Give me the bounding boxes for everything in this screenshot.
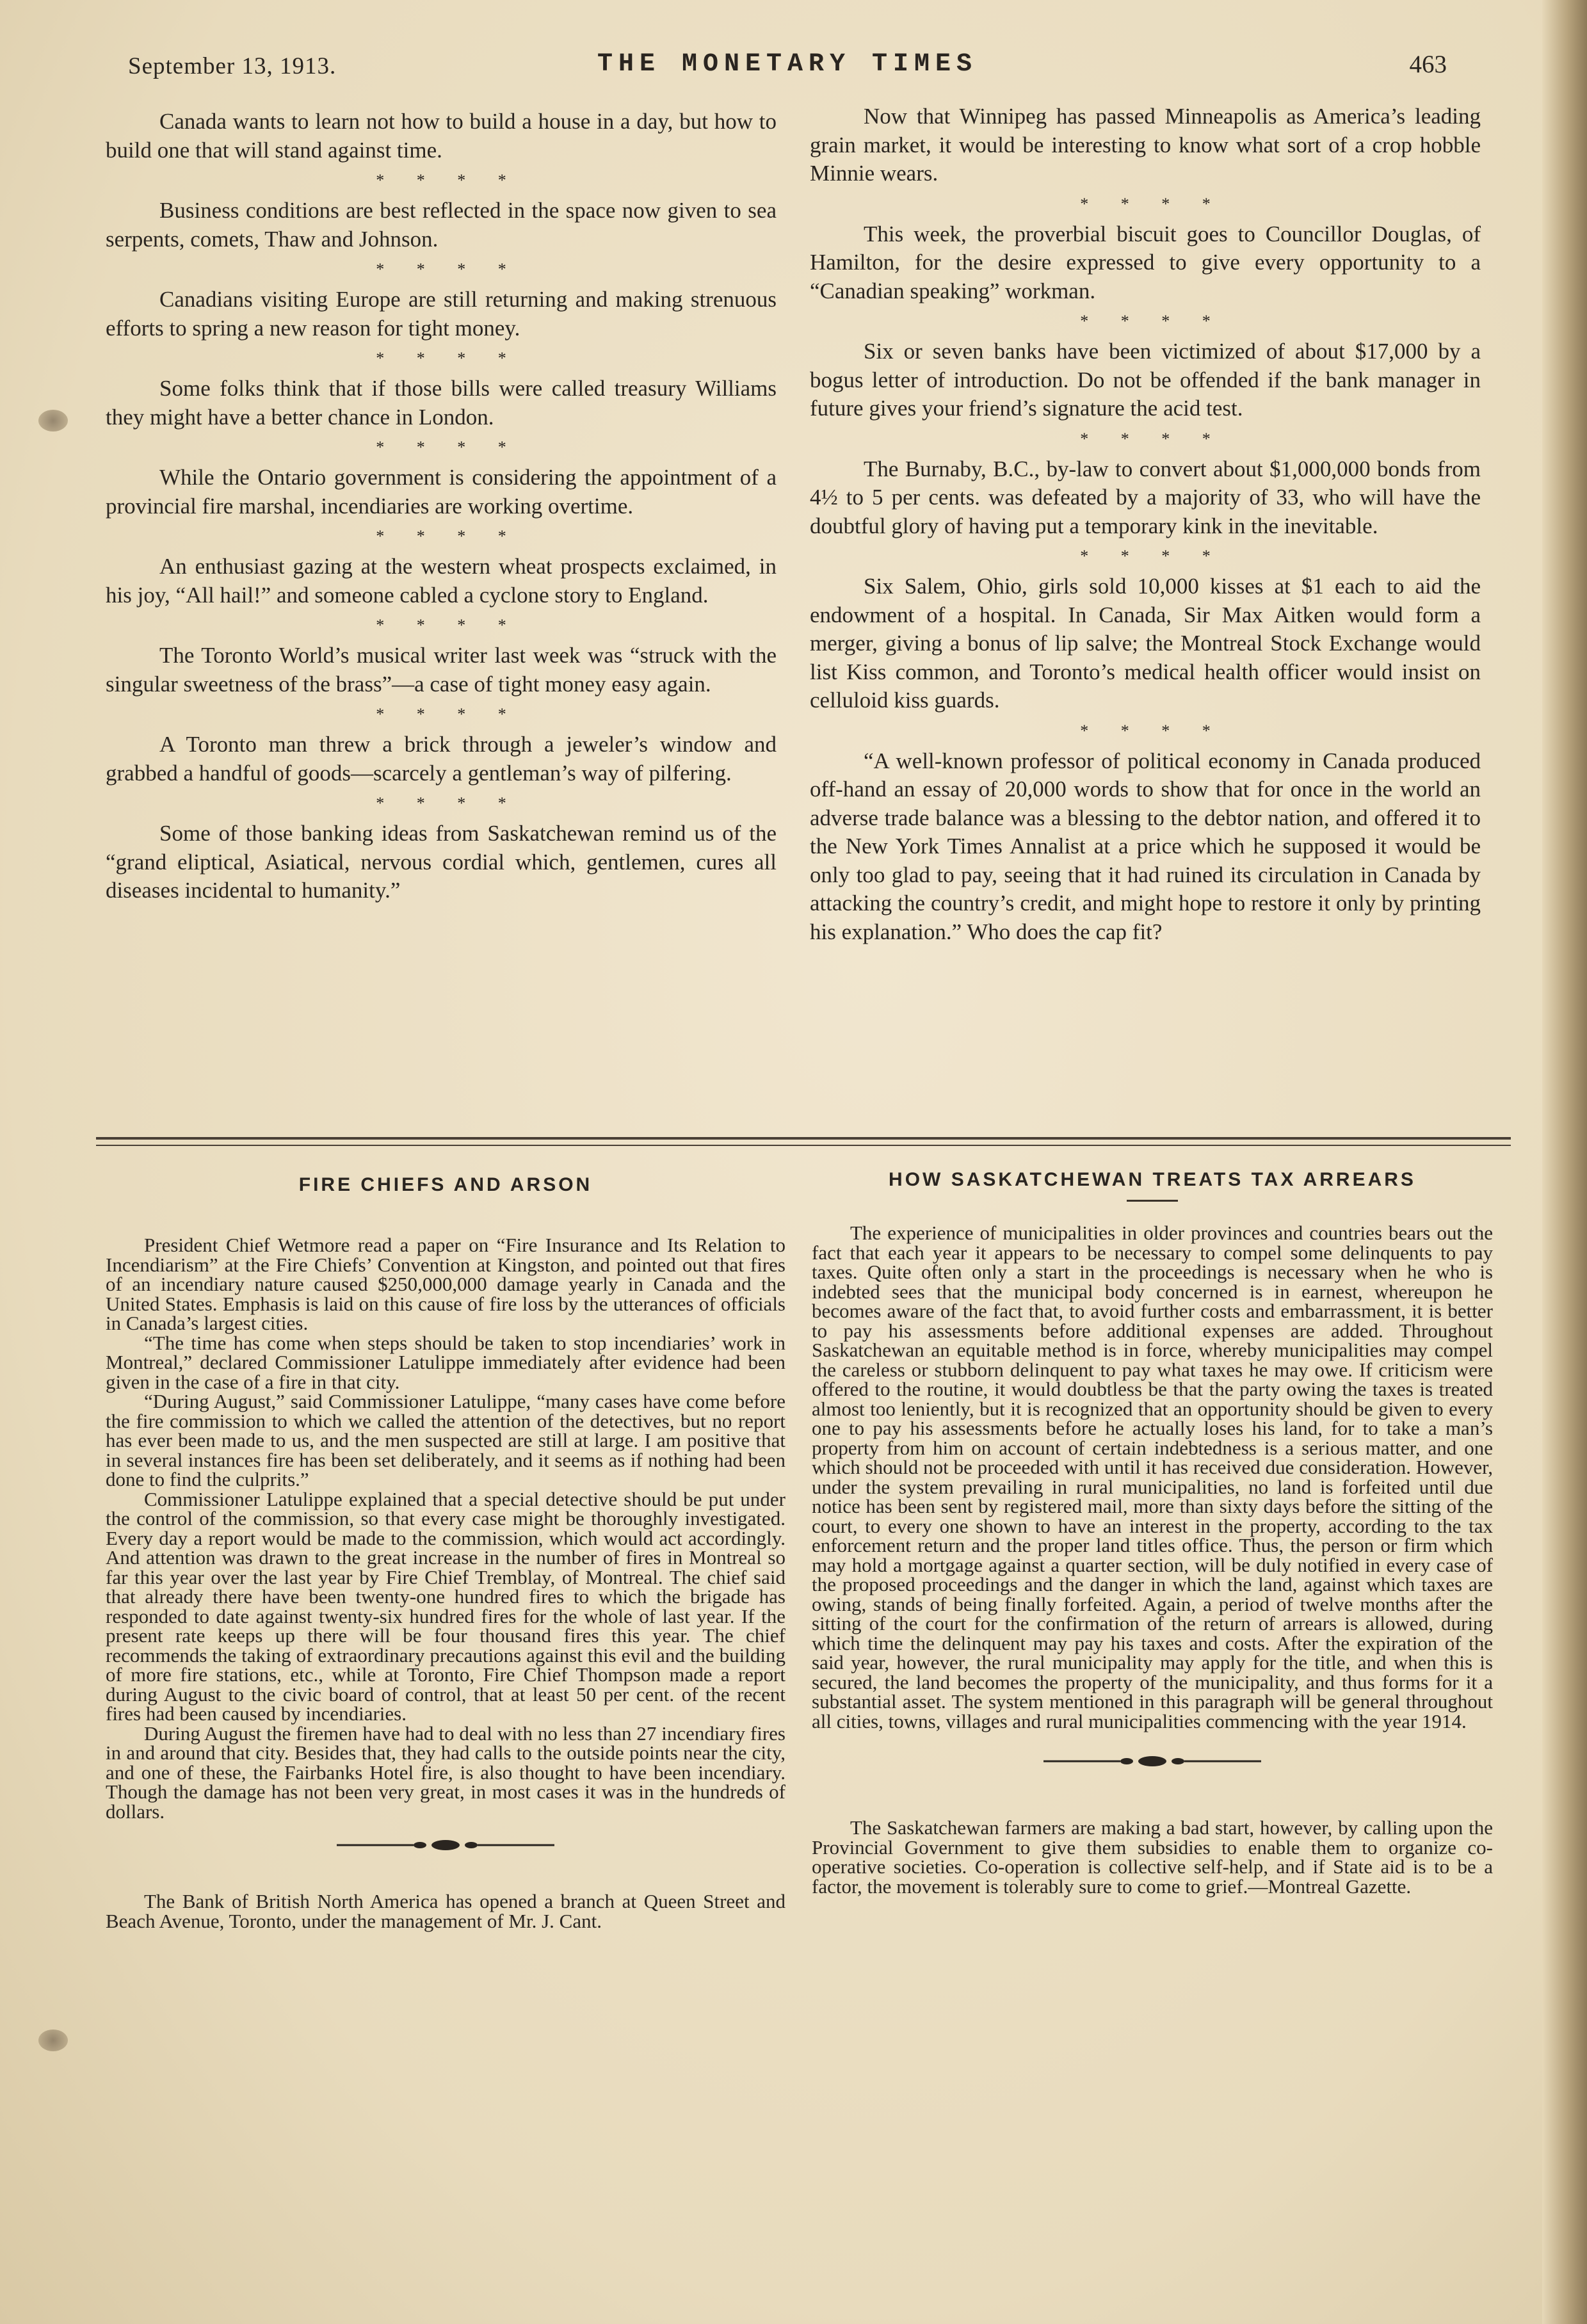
paragraph: A Toronto man threw a brick through a jeweler’s window and grabbed a handful of goods—scarcely a gentleman’s way of pilfering. <box>106 732 777 786</box>
top-left-column <box>106 108 777 905</box>
paragraph: Canada wants to learn not how to build a house in a day, but how to build one that will stand against time. <box>106 109 777 163</box>
star-separator: * * * * <box>376 260 520 278</box>
star-separator: * * * * <box>1080 194 1225 213</box>
top-right-column <box>810 102 1481 946</box>
paragraph: The Toronto World’s musical writer last week was “struck with the singular sweetness of the brass”—a case of tight money easy again. <box>106 643 777 697</box>
article-heading: FIRE CHIEFS AND ARSON <box>298 1174 593 1195</box>
paragraph: An enthusiast gazing at the western wheat prospects exclaimed, in his joy, “All hail!” and someone cabled a cyclone story to England. <box>106 554 777 608</box>
star-separator: * * * * <box>376 527 520 545</box>
binding-hole <box>38 2029 68 2051</box>
paragraph: The experience of municipalities in older provinces and countries bears out the fact that each year it appears to be necessary to compel some delinquents to pay taxes. Quite often only a start in the proceedings is necessary when he who is indebted sees that the municipal body concerned is in earnest, whereupon he becomes aware of the fact that, to avoid further costs and embarrassment, it is better to pay his assessments before additional expenses are added. Throughout Saskatchewan an equitable method is in force, whereby municipalities may compel the careless or stubborn delinquent to pay what taxes he may owe. If criticism were offered to the routine, it would doubtless be that the party owing the taxes is treated almost too leniently, but it is recognized that an opportunity should be given to every one to pay his assessments before he actually loses his land, for to take a man’s property from him on account of certain indebtedness is a serious matter, and one which should not be proceeded with until it has received due consideration. However, under the system prevailing in rural municipalities, no land is forfeited until due notice has been sent by registered mail, more than sixty days before the sitting of the court, to every one shown to have an interest in the property, according to the tax enforcement return and the proper land titles office. Thus, the person or firm which may hold a mortgage against a quarter section, will be duly notified in every case of the proposed proceedings and the danger in which the land, against which taxes are owing, stands of being finally forfeited. Again, a period of twelve months after the sitting of the court for the confirmation of the return of arrears is allowed, during which time the delinquent may pay his taxes and costs. After the expiration of the said year, however, the rural municipality may apply for the title, and when this is secured, the land becomes the property of the municipality, and thus forms for it a substantial asset. The system mentioned in this paragraph will be general throughout all cities, towns, villages and rural municipalities commencing with the year 1914. <box>812 1222 1493 1732</box>
paragraph: Canadians visiting Europe are still returning and making strenuous efforts to spring a new reason for tight money. <box>106 287 777 341</box>
paragraph: President Chief Wetmore read a paper on “Fire Insurance and Its Relation to Incendiarism” at the Fire Chiefs’ Convention at Kingston, and pointed out that fires of an incendiary nature caused $250,000,000 damage yearly in Canada and the United States. Emphasis is laid on this cause of fire loss by the utterances of officials in Canada’s largest cities. <box>106 1234 785 1334</box>
star-separator: * * * * <box>1080 547 1225 565</box>
paragraph: Some of those banking ideas from Saskatchewan remind us of the “grand eliptical, Asiatical, nervous cordial which, gentlemen, cures all diseases incidental to humanity.” <box>106 821 777 903</box>
star-separator: * * * * <box>376 349 520 367</box>
saskatchewan-article <box>812 1169 1493 1896</box>
star-separator: * * * * <box>1080 429 1225 448</box>
star-separator: * * * * <box>376 171 520 190</box>
star-separator: * * * * <box>376 705 520 723</box>
paragraph: The Bank of British North America has opened a branch at Queen Street and Beach Avenue, Toronto, under the management of Mr. J. Cant. <box>106 1890 785 1932</box>
paragraph: “During August,” said Commissioner Latulippe, “many cases have come before the fire commission to which we called the attention of the detectives, but no report has ever been made to us, and the men suspected are still at large. I am positive that in several instances fire has been set deliberately, and it seems as if nothing had been done to find the culprits.” <box>106 1390 785 1490</box>
paragraph: Six or seven banks have been victimized of about $17,000 by a bogus letter of introduction. Do not be offended if the bank manager in future gives your friend’s signature the acid test. <box>810 339 1481 421</box>
paragraph: Some folks think that if those bills were called treasury Williams they might have a better chance in London. <box>106 376 777 430</box>
paragraph: “A well-known professor of political economy in Canada produced off-hand an essay of 20,000 words to show that for once in the world an adverse trade balance was a blessing to the debtor nation, and offered it to the New York Times Annalist at a price which he supposed it would be only too glad to pay, seeing that it had ruined its circulation in Canada by attacking the country’s credit, and might hope to restore it only by printing his explanation.” Who does the cap fit? <box>810 748 1481 944</box>
fire-chiefs-article <box>106 1174 785 1931</box>
star-separator: * * * * <box>376 438 520 456</box>
binding-hole <box>38 410 68 432</box>
paragraph: During August the firemen have had to deal with no less than 27 incendiary fires in and around that city. Besides that, they had calls to the outside points near the city, and one of these, the Fairbanks Hotel fire, is also thought to have been incendiary. Though the damage has not been very great, in most cases it was in the hundreds of dollars. <box>106 1722 785 1823</box>
publication-title: THE MONETARY TIMES <box>597 50 978 79</box>
paragraph: Business conditions are best reflected in the space now given to sea serpents, comets, Thaw and Johnson. <box>106 198 777 252</box>
paragraph: While the Ontario government is considering the appointment of a provincial fire marshal, incendiaries are working overtime. <box>106 465 777 519</box>
star-separator: * * * * <box>376 616 520 634</box>
paragraph: The Burnaby, B.C., by-law to convert about $1,000,000 bonds from 4½ to 5 per cents. was defeated by a majority of 33, who will have the doubtful glory of having put a temporary kink in the inevitable. <box>810 456 1481 538</box>
ornament-divider <box>106 1836 785 1861</box>
paragraph: Now that Winnipeg has passed Minneapolis as America’s leading grain market, it would be interesting to know what sort of a crop hobble Minnie wears. <box>810 104 1481 186</box>
section-divider <box>96 1137 1511 1151</box>
star-separator: * * * * <box>1080 312 1225 330</box>
ornament-divider <box>812 1752 1493 1777</box>
page-header <box>128 50 1447 82</box>
page-number: 463 <box>1409 51 1447 78</box>
paragraph: The Saskatchewan farmers are making a bad start, however, by calling upon the Provincial Government to give them subsidies to enable them to organize co-operative societies. Co-operation is collective self-help, and if State aid is to be a factor, the movement is tolerably sure to come to grief.—Montreal Gazette. <box>812 1816 1493 1898</box>
page-spine <box>1542 0 1587 2324</box>
paragraph: Six Salem, Ohio, girls sold 10,000 kisses at $1 each to aid the endowment of a hospital. In Canada, Sir Max Aitken would form a merger, giving a bonus of lip salve; the Montreal Stock Exchange would list Kiss common, and Toronto’s medical health officer would insist on celluloid kiss guards. <box>810 574 1481 713</box>
issue-date: September 13, 1913. <box>128 53 337 79</box>
article-heading: HOW SASKATCHEWAN TREATS TAX ARREARS <box>889 1169 1416 1190</box>
star-separator: * * * * <box>1080 721 1225 740</box>
paragraph: This week, the proverbial biscuit goes to Councillor Douglas, of Hamilton, for the desire expressed to give every opportunity to a “Canadian speaking” workman. <box>810 221 1481 303</box>
star-separator: * * * * <box>376 794 520 812</box>
paragraph: “The time has come when steps should be taken to stop incendiaries’ work in Montreal,” declared Commissioner Latulippe immediately after evidence had been given in the case of a fire in that city. <box>106 1331 785 1393</box>
paragraph: Commissioner Latulippe explained that a special detective should be put under the control of the commission, so that every case might be thoroughly investigated. Every day a report would be made to the commission, which would act accordingly. And attention was drawn to the great increase in the number of fires in Montreal so far this year over the last year by Fire Chief Tremblay, of Montreal. The chief said that already there have been twenty-one hundred fires to which the brigade has responded to date against twenty-six hundred fires for the whole of last year. If the present rate keeps up there will be four thousand fires this year. The chief recommends the taking of extraordinary precautions against this evil and the building of more fire stations, etc., while at Toronto, Fire Chief Thompson made a report during August to the civic board of control, that at least 50 per cent. of the recent fires had been caused by incendiaries. <box>106 1487 785 1725</box>
